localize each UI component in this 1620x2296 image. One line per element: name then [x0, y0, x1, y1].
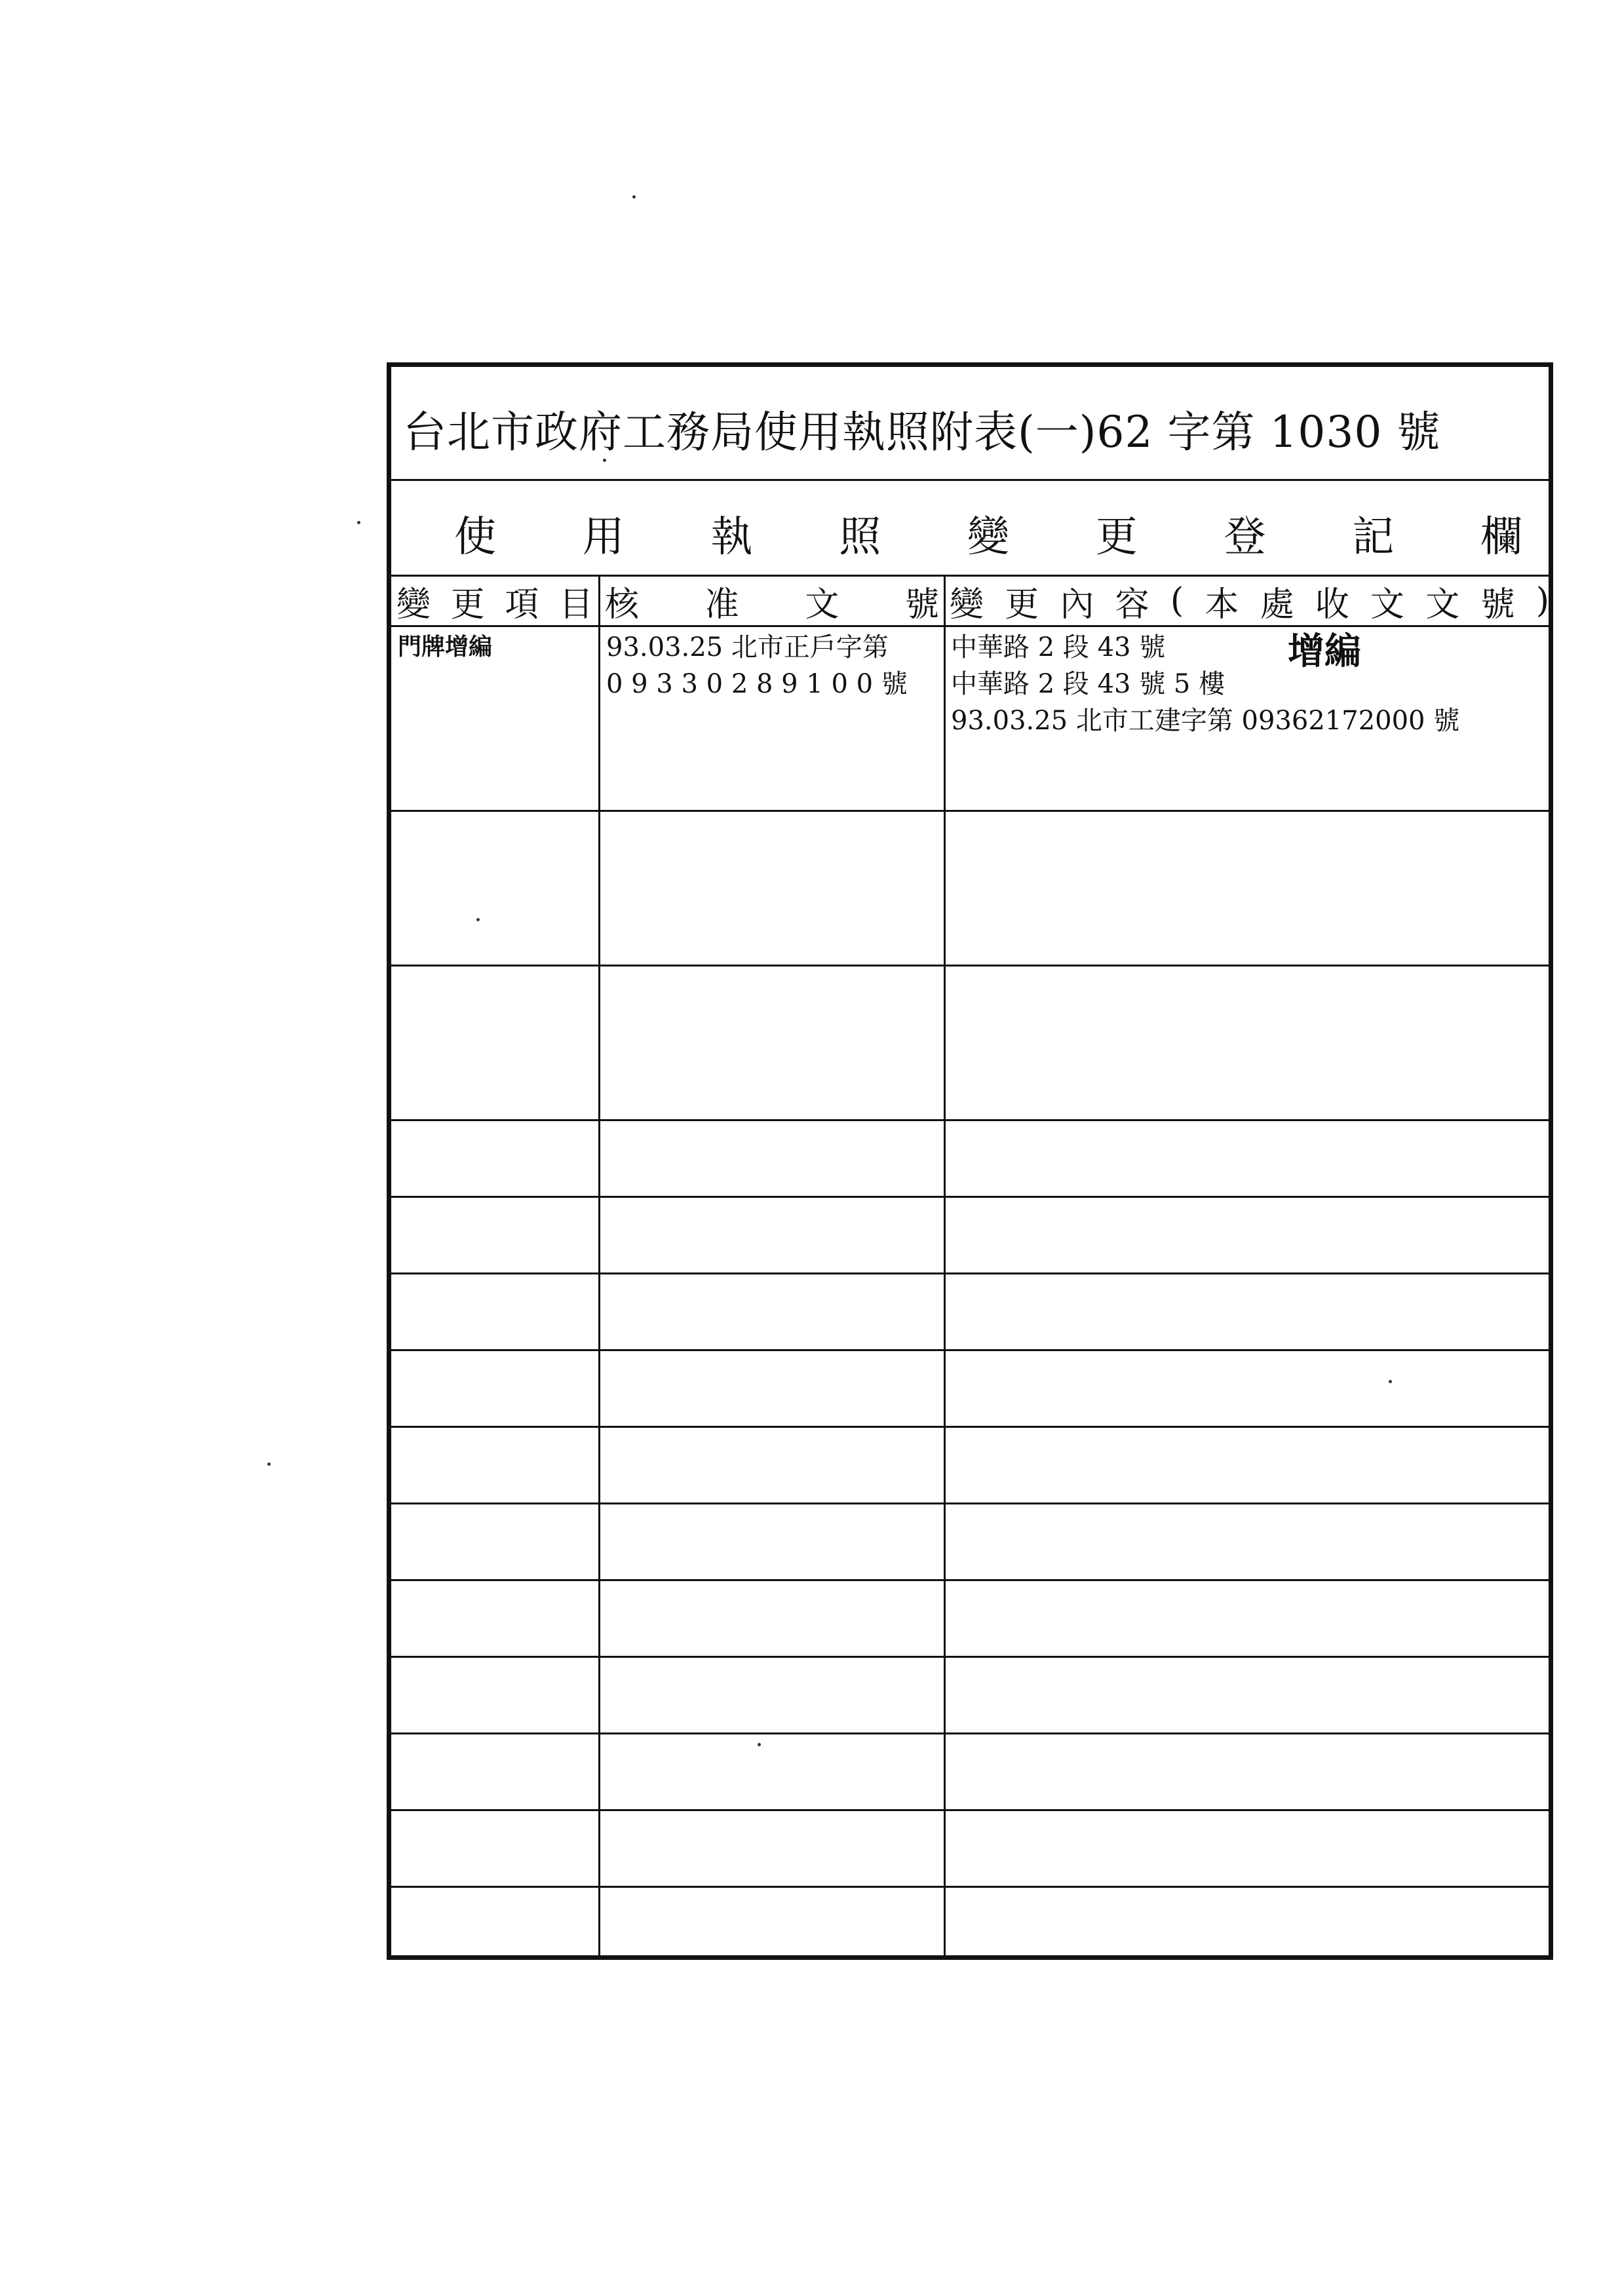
column-divider [944, 577, 946, 1955]
scan-speck [603, 459, 606, 462]
header-char: ( [1170, 581, 1184, 621]
header-approval-number [605, 577, 939, 625]
table-row-divider [391, 1809, 1549, 1811]
subtitle-char: 執 [710, 513, 753, 562]
header-change-content [950, 577, 1549, 625]
scan-speck [1389, 1380, 1392, 1383]
scan-speck [632, 195, 636, 199]
header-char: 容 [1115, 584, 1149, 624]
table-row-divider [391, 1732, 1549, 1734]
subtitle-char: 記 [1352, 513, 1395, 562]
entry-content-line-3: 93.03.25 北市工建字第 09362172000 號 [951, 706, 1460, 736]
header-char: 准 [704, 584, 739, 624]
header-char: 變 [950, 584, 984, 624]
table-row-divider [391, 1886, 1549, 1888]
subtitle-char: 照 [839, 513, 881, 562]
entry-content-line-2: 中華路 2 段 43 號 5 樓 [951, 669, 1225, 699]
entry-approval-line-1: 93.03.25 北市正戶字第 [606, 632, 889, 662]
header-char: 文 [1425, 584, 1460, 624]
table-row-divider [391, 1349, 1549, 1351]
header-char: 文 [1370, 584, 1405, 624]
column-divider [598, 577, 600, 1955]
header-char: ) [1535, 581, 1549, 621]
header-change-item [396, 577, 593, 625]
form-subtitle-row [391, 481, 1549, 577]
form-subtitle [391, 503, 1549, 564]
header-char: 號 [904, 584, 939, 624]
header-char: 文 [805, 584, 839, 624]
table-row-divider [391, 1426, 1549, 1428]
header-char: 更 [450, 584, 485, 624]
header-char: 項 [505, 584, 539, 624]
table-row-divider [391, 1502, 1549, 1504]
header-char: 核 [605, 584, 640, 624]
header-char: 目 [558, 584, 593, 624]
subtitle-char: 欄 [1480, 513, 1522, 562]
table-row-divider [391, 810, 1549, 812]
scan-speck [758, 1743, 761, 1746]
header-char: 更 [1005, 584, 1039, 624]
entry-content-stamp: 增編 [1288, 630, 1361, 673]
scan-speck [357, 521, 360, 524]
header-char: 本 [1205, 584, 1239, 624]
header-char: 內 [1060, 584, 1094, 624]
table-row-divider [391, 1656, 1549, 1658]
entry-approval-line-2: 0 9 3 3 0 2 8 9 1 0 0 號 [606, 669, 908, 699]
form-title: 台北市政府工務局使用執照附表(一)62 字第 1030 號 [403, 407, 1441, 457]
subtitle-char: 登 [1224, 513, 1266, 562]
header-char: 處 [1260, 584, 1294, 624]
subtitle-char: 更 [1095, 513, 1138, 562]
scan-speck [267, 1463, 271, 1466]
table-header [391, 577, 1549, 627]
table-row-divider [391, 1119, 1549, 1121]
entry-change-item: 門牌增編 [398, 634, 493, 660]
header-char: 收 [1315, 584, 1349, 624]
table-row-divider [391, 1196, 1549, 1198]
form-title-row [391, 367, 1549, 481]
change-registration-form [387, 362, 1553, 1960]
subtitle-char: 變 [967, 513, 1009, 562]
header-char: 號 [1480, 584, 1515, 624]
table-row-divider [391, 1272, 1549, 1274]
subtitle-char: 使 [454, 513, 496, 562]
table-row-divider [391, 1579, 1549, 1581]
scan-speck [476, 918, 480, 921]
subtitle-char: 用 [582, 513, 625, 562]
header-char: 變 [396, 584, 431, 624]
entry-content-line-1: 中華路 2 段 43 號 [951, 632, 1166, 662]
table-row-divider [391, 965, 1549, 966]
